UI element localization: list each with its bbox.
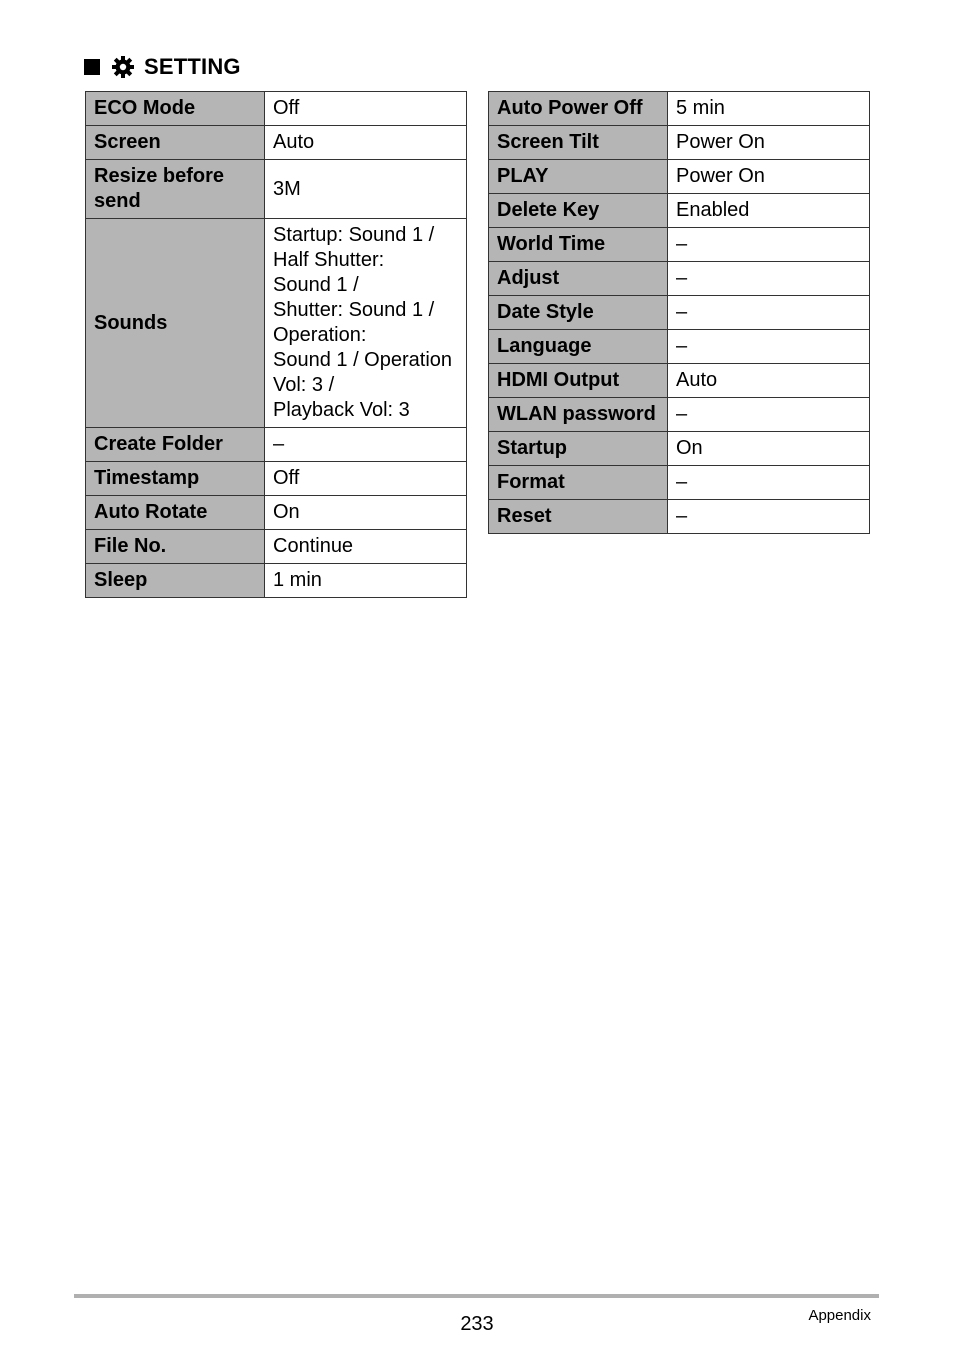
setting-name: HDMI Output (489, 364, 668, 398)
table-row (86, 126, 467, 160)
section-title: SETTING (144, 54, 241, 79)
setting-value-line: Startup: Sound 1 / (273, 224, 435, 246)
setting-name: File No. (86, 530, 265, 564)
table-row (489, 126, 870, 160)
setting-value (668, 160, 870, 194)
setting-value-line: – (676, 505, 688, 527)
settings-table-right (488, 91, 870, 534)
gear-icon (111, 55, 135, 79)
setting-name: Format (489, 466, 668, 500)
setting-name: Adjust (489, 262, 668, 296)
setting-value (668, 92, 870, 126)
setting-value-line: 5 min (676, 97, 725, 119)
setting-value-line: Playback Vol: 3 (273, 399, 410, 421)
setting-value-line: – (676, 301, 688, 323)
setting-name: Screen Tilt (489, 126, 668, 160)
setting-value-line: – (676, 335, 688, 357)
setting-name: Date Style (489, 296, 668, 330)
setting-value-line: – (676, 471, 688, 493)
setting-name: Startup (489, 432, 668, 466)
setting-name: PLAY (489, 160, 668, 194)
table-row (489, 194, 870, 228)
table-row (489, 500, 870, 534)
settings-table-left (85, 91, 467, 598)
setting-value-line: 1 min (273, 569, 322, 591)
table-row (489, 398, 870, 432)
setting-value (668, 364, 870, 398)
setting-value-line: Auto (676, 369, 718, 391)
table-row (86, 428, 467, 462)
setting-value (668, 194, 870, 228)
setting-value-line: Half Shutter: (273, 249, 385, 271)
setting-value-line: Sound 1 / (273, 274, 359, 296)
setting-value-line: – (676, 403, 688, 425)
setting-value-line: Sound 1 / Operation (273, 349, 453, 371)
setting-value-line: 3M (273, 177, 301, 200)
table-row (86, 496, 467, 530)
setting-value (668, 432, 870, 466)
setting-value-line: On (273, 501, 300, 523)
table-row (86, 564, 467, 598)
setting-name: Screen (86, 126, 265, 160)
setting-name: Reset (489, 500, 668, 534)
setting-value (265, 126, 467, 160)
setting-value-line: Continue (273, 535, 354, 557)
setting-name: Resize before send (86, 160, 265, 219)
table-row (489, 432, 870, 466)
setting-value (265, 564, 467, 598)
setting-value-line: Shutter: Sound 1 / (273, 299, 435, 321)
table-row (489, 296, 870, 330)
setting-value (668, 296, 870, 330)
setting-value (668, 398, 870, 432)
setting-name: Auto Power Off (489, 92, 668, 126)
setting-name: Create Folder (86, 428, 265, 462)
square-bullet-icon (84, 59, 100, 75)
setting-value-line: Power On (676, 131, 765, 153)
table-row (489, 364, 870, 398)
setting-name: Delete Key (489, 194, 668, 228)
table-row (489, 330, 870, 364)
section-heading (84, 52, 241, 82)
table-row (489, 262, 870, 296)
setting-value-line: Power On (676, 165, 765, 187)
setting-value (668, 262, 870, 296)
setting-value-line: Off (273, 97, 300, 119)
setting-name: Language (489, 330, 668, 364)
setting-name: ECO Mode (86, 92, 265, 126)
footer-rule (74, 1294, 879, 1298)
setting-name: Sleep (86, 564, 265, 598)
table-row (489, 466, 870, 500)
setting-value-line: Enabled (676, 199, 750, 221)
table-row (86, 462, 467, 496)
table-row (489, 160, 870, 194)
setting-value-line: – (676, 233, 688, 255)
setting-value (668, 500, 870, 534)
setting-name: World Time (489, 228, 668, 262)
setting-value-line: – (273, 433, 285, 455)
footer-section-label: Appendix (808, 1307, 871, 1324)
setting-value (668, 228, 870, 262)
setting-value (265, 462, 467, 496)
setting-value-line: – (676, 267, 688, 289)
setting-value (668, 330, 870, 364)
setting-value (265, 219, 467, 428)
setting-value (265, 530, 467, 564)
table-row (86, 219, 467, 428)
setting-value (265, 496, 467, 530)
table-row (86, 530, 467, 564)
setting-value (265, 428, 467, 462)
setting-value (265, 92, 467, 126)
setting-name: Auto Rotate (86, 496, 265, 530)
table-row (489, 228, 870, 262)
setting-value-line: On (676, 437, 703, 459)
table-row (489, 92, 870, 126)
setting-name: WLAN password (489, 398, 668, 432)
setting-value-line: Operation: (273, 324, 367, 346)
setting-name: Sounds (86, 219, 265, 428)
table-row (86, 160, 467, 219)
setting-value (668, 466, 870, 500)
setting-value-line: Auto (273, 131, 315, 153)
table-row (86, 92, 467, 126)
setting-value (668, 126, 870, 160)
setting-value-line: Vol: 3 / (273, 374, 335, 396)
page-number: 233 (460, 1313, 494, 1335)
setting-value (265, 160, 467, 219)
setting-name: Timestamp (86, 462, 265, 496)
setting-value-line: Off (273, 467, 300, 489)
